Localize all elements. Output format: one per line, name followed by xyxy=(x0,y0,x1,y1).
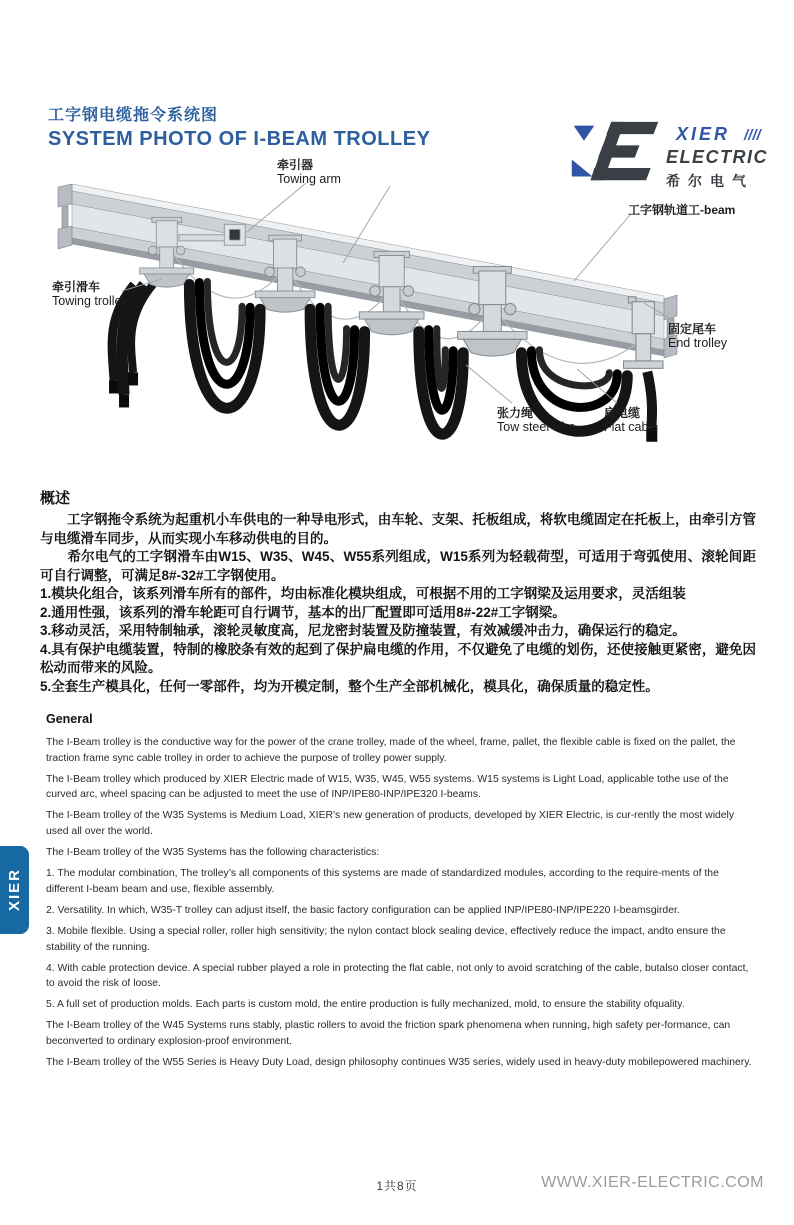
label-towing-trolley: 牵引滑车 Towing trolley xyxy=(52,280,128,309)
general-heading: General xyxy=(46,712,93,726)
general-paragraph: 3. Mobile flexible. Using a special roller, roller high sensitivity; the nylon contact block sealing device, effectively reduce the impact, andto ensure the stability of the running. xyxy=(46,925,726,953)
general-paragraph: 4. With cable protection device. A special rubber played a role in protecting the flat cable, not only to avoid scratching of the cable, butalso closer contact, to avoid the risk of loose. xyxy=(46,962,749,990)
overview-paragraph: 3.移动灵活，采用特制轴承，滚轮灵敏度高，尼龙密封装置及防撞装置，有效减缓冲击力，确保运行的稳定。 xyxy=(40,623,686,638)
general-paragraph: The I-Beam trolley of the W45 Systems runs stably, plastic rollers to avoid the friction spark phenomena when running, high safety per-formance, can beconverted to ordinary explosion-proof environment. xyxy=(46,1020,731,1047)
overview-paragraph: 2.通用性强，该系列的滑车轮距可自行调节，基本的出厂配置即可适用8#-22#工字钢梁。 xyxy=(40,604,566,620)
overview-paragraph: 4.具有保护电缆装置，特制的橡胶条有效的起到了保护扁电缆的作用，不仅避免了电缆的划伤，还使接触更紧密，避免因松动而带来的风险。 xyxy=(40,641,756,675)
general-paragraph: The I-Beam trolley of the W55 Series is Heavy Duty Load, design philosophy continues W35 series, widely used in heavy-duty mobilepowered machinery. xyxy=(46,1057,752,1069)
general-paragraph: 2. Versatility. In which, W35-T trolley can adjust itself, the basic factory configuration can be applied INP/IPE80-INP/IPE220 I-beamsgirder. xyxy=(46,904,680,916)
title-chinese: 工字钢电缆拖令系统图 xyxy=(48,107,219,124)
website-url: WWW.XIER-ELECTRIC.COM xyxy=(541,1174,764,1191)
label-flat-cable: 扁电缆 Flat cable xyxy=(604,406,659,435)
label-i-beam: 工字钢轨道工-beam xyxy=(628,203,736,217)
overview-paragraph: 5.全套生产模具化，任何一零部件，均为开模定制，整个生产全部机械化，模具化，确保质量的稳定性。 xyxy=(40,678,659,694)
logo-brand: XIER xyxy=(676,124,731,144)
logo-brand-chinese: 希尔电气 xyxy=(666,173,754,189)
title-english: SYSTEM PHOTO OF I-BEAM TROLLEY xyxy=(48,128,431,150)
overview-heading: 概述 xyxy=(40,490,71,507)
general-paragraph: 1. The modular combination, The trolley’s all components of this systems are made of standardized modules, according to the require-ments of the different I-beam beam and use, flexible assembly. xyxy=(46,868,719,895)
general-paragraph: 5. A full set of production molds. Each parts is custom mold, the entire production is fully mechanized, mold, to ensure the stability ofquality. xyxy=(46,999,685,1011)
general-paragraph: The I-Beam trolley of the W35 Systems has the following characteristics: xyxy=(46,847,380,859)
general-paragraph: The I-Beam trolley is the conductive way for the power of the crane trolley, made of the wheel, frame, pallet, the flexible cable is fixed on the pallet, the traction frame sync cable trolley in order to achieve the purpose of trolley power supply. xyxy=(46,737,736,764)
label-towing-arm: 牵引器 Towing arm xyxy=(277,158,341,187)
general-paragraph: The I-Beam trolley of the W35 Systems is Medium Load, XIER's new generation of products, developed by XIER Electric, is cur-rently the most widely used all over the world. xyxy=(46,810,735,837)
label-tow-steel-wire: 张力绳 Tow steel wire xyxy=(497,406,576,435)
general-section xyxy=(46,712,758,1071)
logo-brand2: ELECTRIC xyxy=(666,147,768,167)
system-diagram xyxy=(34,153,760,455)
side-tab-xier xyxy=(0,846,29,934)
side-tab-label: XIER xyxy=(6,868,23,912)
overview-paragraph: 工字钢拖令系统为起重机小车供电的一种导电形式，由车轮、支架、托板组成，将软电缆固定在托板上，由牵引方管与电缆滑车同步，从而实现小车移动供电的目的。 xyxy=(40,512,756,546)
general-paragraphs xyxy=(46,735,758,1071)
page-number: 1共8页 xyxy=(376,1179,418,1193)
overview-paragraph: 1.模块化组合，该系列滑车所有的部件，均由标准化模块组成，可根据不用的工字钢梁及运用要求，灵活组装 xyxy=(40,586,686,601)
overview-paragraphs xyxy=(40,511,756,696)
label-end-trolley: 固定尾车 End trolley xyxy=(668,322,728,351)
overview-section xyxy=(40,487,756,696)
overview-paragraph: 希尔电气的工字钢滑车由W15、W35、W45、W55系列组成，W15系列为轻载荷型，可适用于弯弧使用、滚轮间距可自行调整，可满足8#-32#工字钢使用。 xyxy=(40,549,756,583)
logo-slashes-icon: //// xyxy=(744,127,761,144)
general-paragraph: The I-Beam trolley which produced by XIER Electric made of W15, W35, W45, W55 systems. W15 systems is Light Load, applicable tothe use of the curved arc, wheel spacing can be adjusted to meet the use of INP/IPE80-INP/IPE320 I-beams. xyxy=(46,773,729,801)
